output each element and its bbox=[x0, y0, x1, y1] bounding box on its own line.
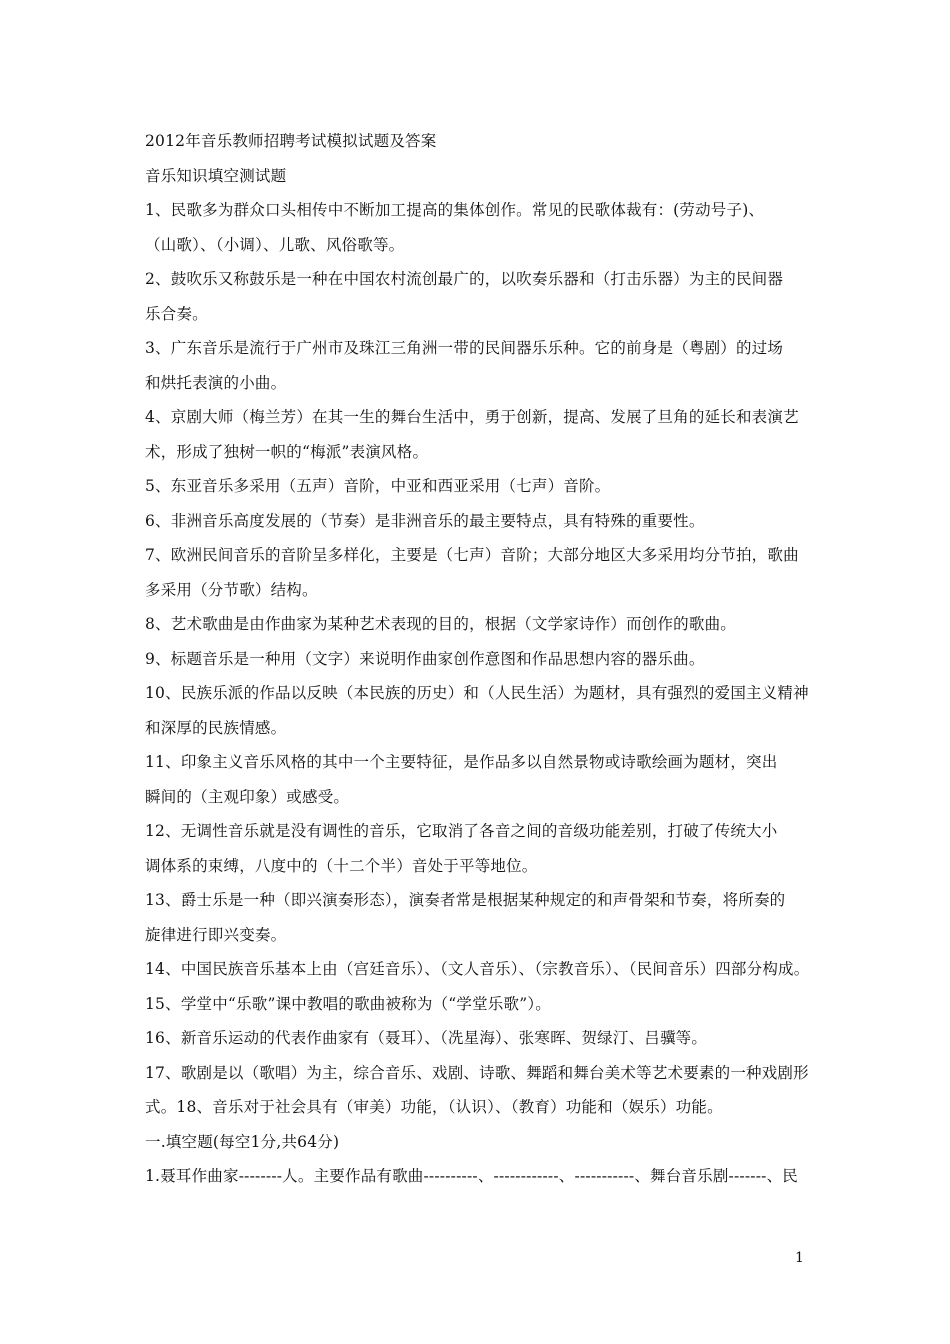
section-heading: 一.填空题(每空1分,共64分) bbox=[145, 1132, 340, 1151]
document-body bbox=[145, 124, 813, 1194]
text-line: 11、印象主义音乐风格的其中一个主要特征，是作品多以自然景物或诗歌绘画为题材，突出 bbox=[145, 753, 778, 771]
text-line: 术，形成了独树一帜的“梅派”表演风格。 bbox=[145, 442, 429, 461]
text-line: 5、东亚音乐多采用（五声）音阶，中亚和西亚采用（七声）音阶。 bbox=[145, 477, 611, 495]
text-line: 4、京剧大师（梅兰芳）在其一生的舞台生活中，勇于创新，提高、发展了旦角的延长和表演艺 bbox=[145, 408, 799, 426]
text-line: 2、鼓吹乐又称鼓乐是一种在中国农村流创最广的，以吹奏乐器和（打击乐器）为主的民间器 bbox=[145, 270, 784, 288]
text-line: 多采用（分节歌）结构。 bbox=[145, 580, 318, 599]
document-title: 2012年音乐教师招聘考试模拟试题及答案 bbox=[145, 132, 437, 150]
text-line: 3、广东音乐是流行于广州市及珠江三角洲一带的民间器乐乐种。它的前身是（粤剧）的过场 bbox=[145, 339, 784, 357]
text-line: 1、民歌多为群众口头相传中不断加工提高的集体创作。常见的民歌体裁有：(劳动号子)、 bbox=[145, 201, 765, 219]
text-line: 10、民族乐派的作品以反映（本民族的历史）和（人民生活）为题材，具有强烈的爱国主义精神 bbox=[145, 684, 809, 702]
text-line: 旋律进行即兴变奏。 bbox=[145, 925, 287, 944]
text-line: 7、欧洲民间音乐的音阶呈多样化，主要是（七声）音阶；大部分地区大多采用均分节拍，歌曲 bbox=[145, 546, 799, 564]
text-line: 1.聂耳作曲家--------人。主要作品有歌曲----------、------------、-----------、舞台音乐剧-------、民 bbox=[145, 1167, 798, 1185]
text-line: 16、新音乐运动的代表作曲家有（聂耳）、（冼星海）、张寒晖、贺绿汀、吕骥等。 bbox=[145, 1029, 708, 1047]
text-line: 和深厚的民族情感。 bbox=[145, 718, 287, 737]
section-heading: 音乐知识填空测试题 bbox=[145, 166, 287, 185]
text-line: 13、爵士乐是一种（即兴演奏形态），演奏者常是根据某种规定的和声骨架和节奏，将所奏的 bbox=[145, 891, 786, 909]
text-line: 6、非洲音乐高度发展的（节奏）是非洲音乐的最主要特点，具有特殊的重要性。 bbox=[145, 511, 705, 530]
text-line: 瞬间的（主观印象）或感受。 bbox=[145, 787, 350, 806]
text-line: 乐合奏。 bbox=[145, 304, 208, 323]
text-line: 和烘托表演的小曲。 bbox=[145, 373, 287, 392]
text-line: 17、歌剧是以（歌唱）为主，综合音乐、戏剧、诗歌、舞蹈和舞台美术等艺术要素的一种戏剧形 bbox=[145, 1063, 809, 1082]
text-line: 15、学堂中“乐歌”课中教唱的歌曲被称为（“学堂乐歌”）。 bbox=[145, 994, 551, 1013]
text-line: 12、无调性音乐就是没有调性的音乐，它取消了各音之间的音级功能差别，打破了传统大小 bbox=[145, 822, 778, 840]
page-number: 1 bbox=[795, 1250, 804, 1266]
text-line: （山歌）、（小调）、儿歌、风俗歌等。 bbox=[145, 235, 405, 254]
text-line: 8、艺术歌曲是由作曲家为某种艺术表现的目的，根据（文学家诗作）而创作的歌曲。 bbox=[145, 615, 736, 633]
text-line: 14、中国民族音乐基本上由（宫廷音乐）、（文人音乐）、（宗教音乐）、（民间音乐）四部分构成。 bbox=[145, 960, 810, 978]
text-line: 式。18、音乐对于社会具有（审美）功能，（认识）、（教育）功能和（娱乐）功能。 bbox=[145, 1098, 723, 1116]
text-line: 9、标题音乐是一种用（文字）来说明作曲家创作意图和作品思想内容的器乐曲。 bbox=[145, 649, 705, 668]
text-line: 调体系的束缚，八度中的（十二个半）音处于平等地位。 bbox=[145, 856, 538, 875]
